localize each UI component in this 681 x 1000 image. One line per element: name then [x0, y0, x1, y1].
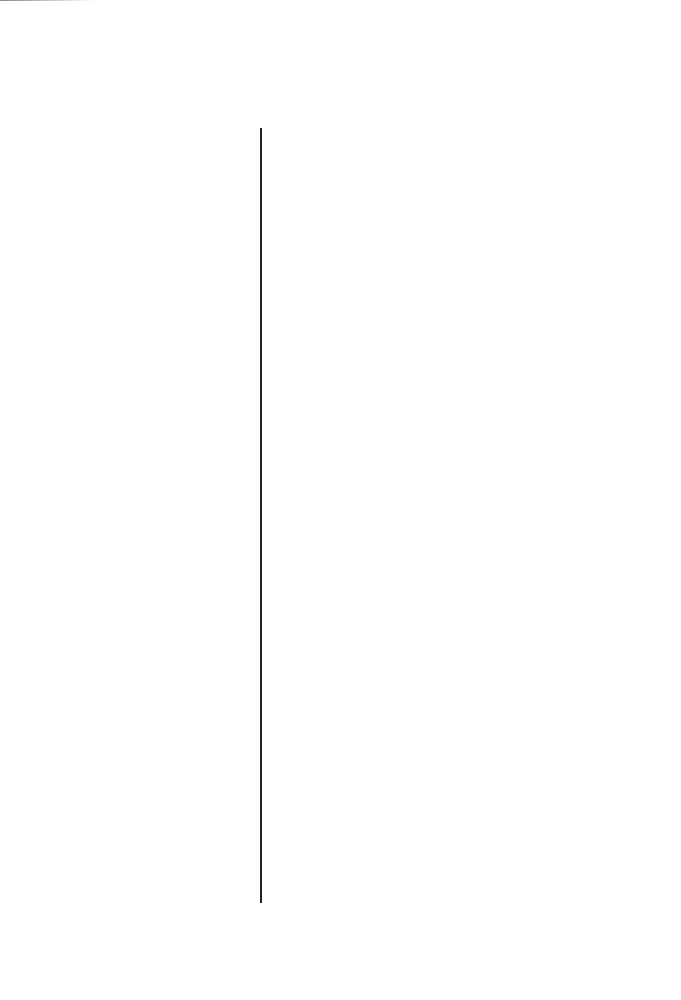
column-divider: [260, 128, 262, 903]
scan-edge-line: [0, 0, 330, 1]
official-table: [100, 128, 578, 908]
